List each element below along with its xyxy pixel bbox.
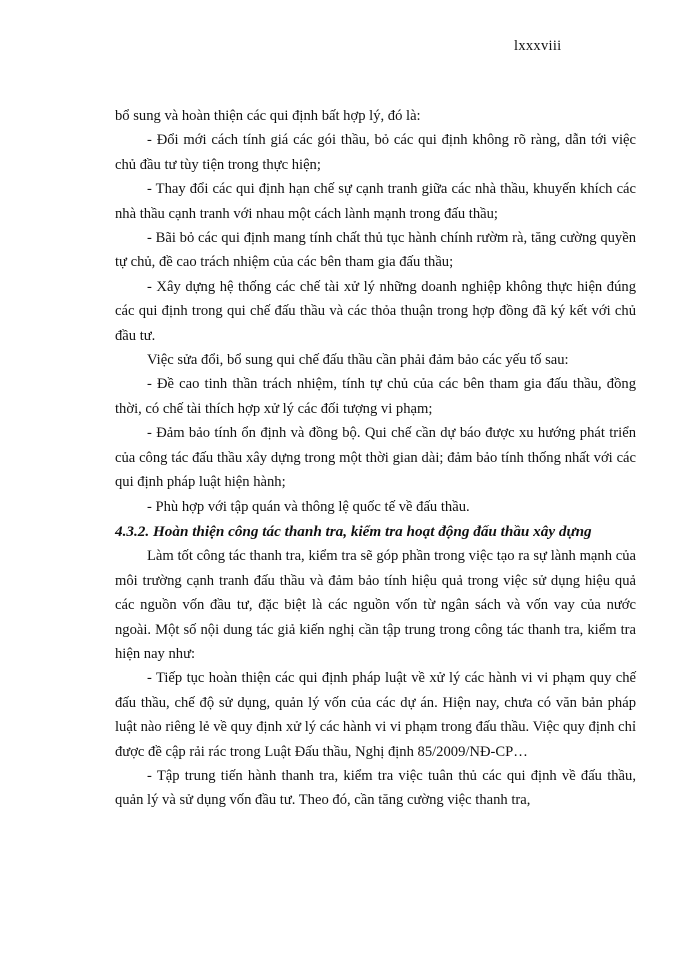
paragraph: - Xây dựng hệ thống các chế tài xử lý những doanh nghiệp không thực hiện đúng các qui định trong qui chế đấu thầu và các thỏa thuận trong hợp đồng đã ký kết với chủ đầu tư. <box>115 278 636 344</box>
page-number: lxxxviii <box>514 38 562 54</box>
paragraph: - Đảm bảo tính ổn định và đồng bộ. Qui chế cần dự báo được xu hướng phát triển của công tác đấu thầu xây dựng trong một thời gian dài; đảm bảo tính thống nhất với các qui định pháp luật hiện hành; <box>115 425 636 491</box>
paragraph: Làm tốt công tác thanh tra, kiểm tra sẽ góp phần trong việc tạo ra sự lành mạnh của môi trường cạnh tranh đấu thầu và đảm bảo tính hiệu quả trong việc sử dụng hiệu quả các nguồn vốn đầu tư, đặc biệt là các nguồn vốn từ ngân sách và vốn vay của nước ngoài. Một số nội dung tác giả kiến nghị cần tập trung trong công tác thanh tra, kiểm tra hiện nay như: <box>115 548 636 662</box>
document-body <box>115 104 636 813</box>
paragraph: - Đổi mới cách tính giá các gói thầu, bỏ các qui định không rõ ràng, dẫn tới việc chủ đầu tư tùy tiện trong thực hiện; <box>115 132 636 173</box>
paragraph: - Tập trung tiến hành thanh tra, kiểm tra việc tuân thủ các qui định về đấu thầu, quản lý và sử dụng vốn đầu tư. Theo đó, cần tăng cường việc thanh tra, <box>115 767 636 809</box>
paragraph: bổ sung và hoàn thiện các qui định bất hợp lý, đó là: <box>115 108 421 124</box>
paragraph: - Bãi bỏ các qui định mang tính chất thủ tục hành chính rườm rà, tăng cường quyền tự chủ, đề cao trách nhiệm của các bên tham gia đấu thầu; <box>115 230 636 271</box>
paragraph: - Đề cao tinh thần trách nhiệm, tính tự chủ của các bên tham gia đấu thầu, đồng thời, có chế tài thích hợp xử lý các đối tượng vi phạm; <box>115 376 636 417</box>
section-heading: 4.3.2. Hoàn thiện công tác thanh tra, kiểm tra hoạt động đấu thầu xây dựng <box>115 522 592 540</box>
paragraph: - Thay đổi các qui định hạn chế sự cạnh tranh giữa các nhà thầu, khuyến khích các nhà thầu cạnh tranh với nhau một cách lành mạnh trong đấu thầu; <box>115 181 636 222</box>
paragraph: - Phù hợp với tập quán và thông lệ quốc tế về đấu thầu. <box>147 498 470 515</box>
paragraph: Việc sửa đổi, bổ sung qui chế đấu thầu cần phải đảm bảo các yếu tố sau: <box>147 352 569 369</box>
paragraph: - Tiếp tục hoàn thiện các qui định pháp luật về xử lý các hành vi vi phạm quy chế đấu thầu, chế độ sử dụng, quản lý vốn của các dự án. Hiện nay, chưa có văn bản pháp luật nào riêng lẻ về quy định xử lý các hành vi vi phạm trong đấu thầu. Việc quy định chỉ được đề cập rải rác trong Luật Đấu thầu, Nghị định 85/2009/NĐ-CP… <box>115 670 636 760</box>
